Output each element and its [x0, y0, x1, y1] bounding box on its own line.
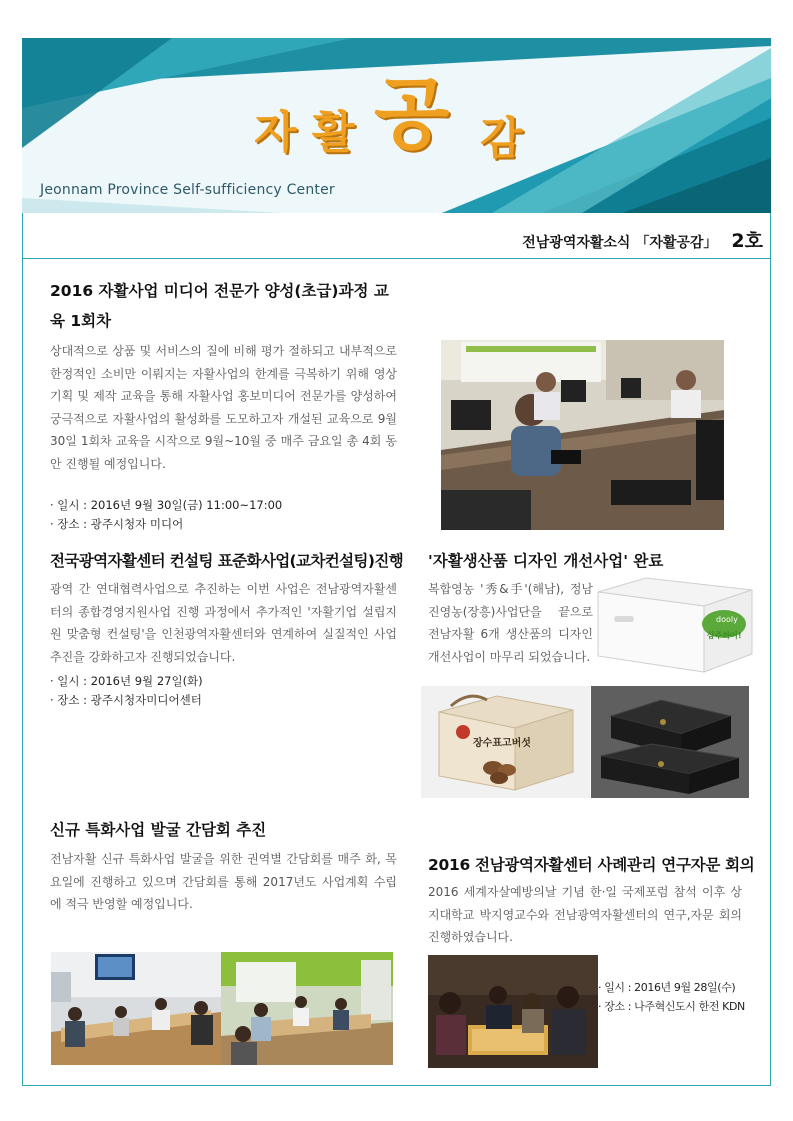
green-box-label: 삼주하이!: [707, 631, 742, 640]
title-char-1: 자: [254, 107, 297, 158]
article-consulting-place: · 장소 : 광주시청자미디어센터: [50, 693, 202, 707]
mushroom-box-photo: [421, 686, 590, 798]
title-char-2: 활: [312, 107, 355, 158]
article-media-title: 2016 자활사업 미디어 전문가 양성(초급)과정 교육 1회차: [50, 282, 389, 330]
article-media-body: 상대적으로 상품 및 서비스의 질에 비해 평가 절하되고 내부적으로 한정적인 소비만 이뤄지는 자활사업의 한계를 극복하기 위해 영상 기획 및 제작 교육을 통해 자활사업 홍보미디어 전문가를 양성하여 궁극적으로 자활사업의 활성화를 도모하고자 개설된 교육으로 9월 30일 1회차 교육을 시작으로 9월~10월 중 매주 금요일 총 4회 동안 진행될 예정입니다.: [50, 344, 398, 471]
classroom-photo: [441, 340, 724, 530]
meeting-photo-left: [51, 952, 221, 1065]
meeting-photo-right: [221, 952, 393, 1065]
article-advisory-title: 2016 전남광역자활센터 사례관리 연구자문 회의: [428, 856, 755, 874]
article-advisory-place: · 장소 : 나주혁신도시 한전 KDN: [598, 1000, 745, 1013]
article-consulting-date: · 일시 : 2016년 9월 27일(화): [50, 674, 203, 688]
title-char-3: 공: [374, 70, 450, 160]
banner-subtitle: Jeonnam Province Self-sufficiency Center: [40, 182, 335, 198]
article-consulting-body: 광역 간 연대협력사업으로 추진하는 이번 사업은 전남광역자활센터의 종합경영지원사업 진행 과정에서 추가적인 '자활기업 설립지원 맞춤형 컨설팅'을 인천광역자활센터와 연계하여 실질적인 사업추진을 강화하고자 진행되었습니다.: [50, 582, 397, 664]
article-media-date: · 일시 : 2016년 9월 30일(금) 11:00~17:00: [50, 498, 283, 512]
advisory-meeting-photo: [428, 955, 598, 1068]
black-box-package-photo: [591, 686, 749, 798]
article-design-title: '자활생산품 디자인 개선사업' 완료: [428, 552, 664, 570]
masthead-divider: [23, 258, 770, 259]
article-advisory-body: 2016 세계자살예방의날 기념 한·일 국제포럼 참석 이후 상지대학교 박지영교수와 전남광역자활센터의 연구,자문 회의 진행하였습니다.: [428, 885, 742, 945]
masthead: [522, 226, 763, 253]
article-consulting-title: 전국광역자활센터 컨설팅 표준화사업(교차컨설팅)진행: [50, 552, 404, 570]
publication-name: 전남광역자활소식 「자활공감」: [522, 235, 718, 251]
issue-number: 2호: [731, 230, 763, 252]
article-special-body: 전남자활 신규 특화사업 발굴을 위한 권역별 간담회를 매주 화, 목요일에 진행하고 있으며 간담회를 통해 2017년도 사업계획 수립에 적극 반영할 예정입니다.: [50, 852, 397, 912]
header-banner: [22, 38, 771, 213]
article-advisory-date: · 일시 : 2016년 9월 28일(수): [598, 981, 736, 994]
svg-text:dooly: dooly: [716, 615, 738, 624]
article-media-place: · 장소 : 광주시청자 미디어: [50, 517, 184, 531]
article-special-title: 신규 특화사업 발굴 간담회 추진: [50, 821, 267, 839]
article-design-body: 복합영농 '秀&手'(해남), 정남진영농(장흥)사업단을 끝으로 전남자활 6개 생산품의 디자인개선사업이 마무리 되었습니다.: [428, 582, 593, 664]
title-char-4: 감: [480, 113, 523, 164]
green-box-package-photo: [594, 572, 754, 674]
mushroom-box-label: 장수표고버섯: [473, 738, 531, 749]
